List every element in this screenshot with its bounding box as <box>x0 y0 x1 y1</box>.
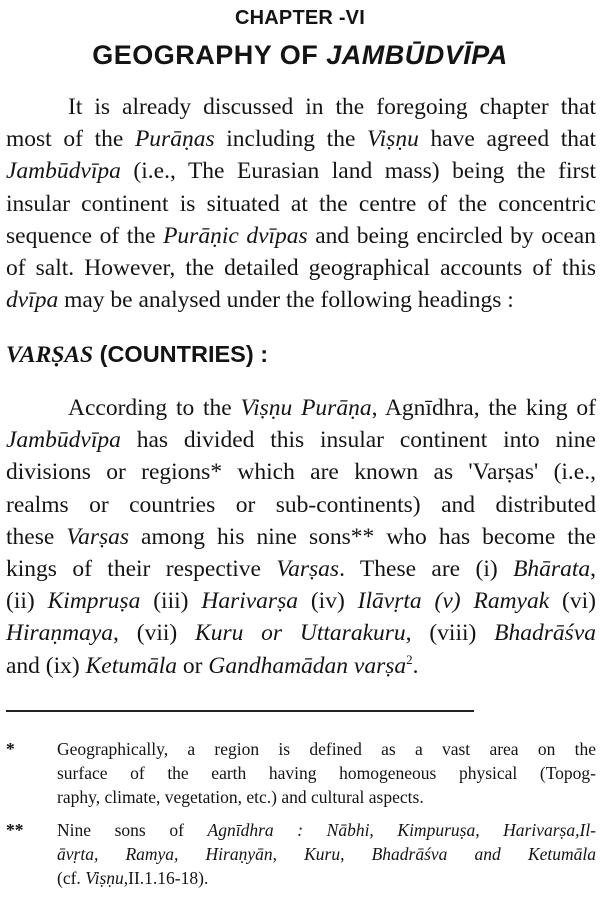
text-span: including the <box>214 126 368 153</box>
text-span: , (viii) <box>405 620 495 647</box>
text-span: sequence of the <box>6 222 164 249</box>
text-line: surface of the earth having homogeneous physical (Topog- <box>57 763 596 783</box>
text-line <box>6 650 596 682</box>
text-span: (ii) <box>6 588 48 615</box>
text-span: ,II.1.16-18). <box>123 868 209 888</box>
text-line <box>6 392 596 424</box>
text-italic: Purāṇas <box>134 126 215 153</box>
text-span: (iv) <box>297 588 358 615</box>
text-italic: Viṣṇu Purāṇa <box>240 395 372 421</box>
text-italic: Gandhamādan varṣa <box>208 652 407 679</box>
text-line <box>6 521 596 553</box>
text-span: , (vii) <box>113 620 196 647</box>
text-span: (cf. <box>57 868 86 888</box>
text-span: among his nine sons** who has become the <box>129 523 596 550</box>
text-italic: Bhadrāśva <box>494 620 596 647</box>
text-line <box>6 617 596 649</box>
text-span: and (ix) <box>6 652 86 679</box>
text-italic: Viṣṇu <box>367 126 419 153</box>
section-heading-plain: (COUNTRIES) : <box>93 341 269 367</box>
text-span: (i.e., The Eurasian land mass) being the first <box>120 158 596 185</box>
text-span: , <box>590 556 596 583</box>
text-span: (vi) <box>549 588 596 615</box>
text-italic: Hiraṇmaya <box>6 620 114 647</box>
text-line: It is already discussed in the foregoing chapter that <box>68 94 596 120</box>
text-span: have agreed that <box>418 126 596 153</box>
section-heading-italic: VARṢAS <box>6 342 94 368</box>
text-line: āvṛta, Ramya, Hiraṇyān, Kuru, Bhadrāśva and Ketumāla <box>57 844 596 864</box>
text-italic: Jambūdvīpa <box>6 427 121 454</box>
text-line <box>6 553 596 585</box>
text-italic: Harivarṣa <box>201 588 298 615</box>
footnote-mark: * <box>6 739 15 759</box>
text-line <box>6 123 596 155</box>
paragraph-varsas <box>6 392 596 682</box>
text-italic: Kuru or Uttarakuru <box>195 620 406 647</box>
text-italic: dvīpa <box>6 287 59 314</box>
section-heading <box>6 341 268 369</box>
text-line <box>6 155 596 187</box>
footnote-divider <box>6 710 474 712</box>
text-italic: Kimpruṣa <box>47 588 141 615</box>
text-italic: Jambūdvīpa <box>6 158 121 185</box>
text-span: has divided this insular continent into nine <box>120 427 596 454</box>
text-line: divisions or regions* which are known as 'Varṣas' (i.e., <box>6 459 596 486</box>
text-line: insular continent is situated at the centre of the concentric <box>6 190 596 217</box>
text-italic: Viṣṇu <box>85 868 124 888</box>
text-span: . These are (i) <box>339 556 514 583</box>
text-span: these <box>6 523 67 550</box>
text-line: raphy, climate, vegetation, etc.) and cultural aspects. <box>57 787 424 807</box>
text-line: of salt. However, the detailed geographical accounts of this <box>6 255 596 282</box>
text-italic: Purāṇic dvīpas <box>163 222 308 249</box>
text-span: According to the <box>68 395 241 421</box>
text-span: most of the <box>6 126 135 153</box>
text-span: and being encircled by ocean <box>307 222 596 249</box>
text-span: , Agnīdhra, the king of <box>371 395 596 421</box>
text-italic: Varṣas <box>276 556 340 583</box>
chapter-label: CHAPTER -VI <box>235 7 365 29</box>
text-line <box>6 424 596 456</box>
chapter-title-italic: JAMBŪDVĪPA <box>326 40 508 70</box>
chapter-title <box>0 40 600 71</box>
text-line: Geographically, a region is defined as a vast area on the <box>57 739 596 759</box>
footnote-text <box>57 818 596 890</box>
text-span: kings of their respective <box>6 556 277 583</box>
text-line: realms or countries or sub-continents) and distributed <box>6 491 596 518</box>
text-span: (iii) <box>140 588 202 615</box>
text-line <box>6 585 596 617</box>
text-line <box>6 284 596 316</box>
text-span: or <box>177 652 209 679</box>
text-line <box>57 818 596 842</box>
text-italic: Agnīdhra : Nābhi, Kimpuruṣa, Harivarṣa,Il- <box>207 820 597 840</box>
text-span: Nine sons of <box>57 820 208 840</box>
text-italic: Ketumāla <box>85 652 178 679</box>
text-span: . <box>412 652 419 679</box>
footnote-mark: ** <box>6 820 24 840</box>
footnote-superscript: 2 <box>406 651 413 667</box>
text-line <box>6 220 596 252</box>
text-italic: Ilāvṛta (v) Ramyak <box>357 588 550 615</box>
text-italic: Varṣas <box>66 523 130 550</box>
paragraph-intro <box>6 91 596 316</box>
footnote-text <box>57 737 596 809</box>
text-italic: Bhārata <box>513 556 591 583</box>
text-line <box>57 866 596 890</box>
text-span: may be analysed under the following headings : <box>58 287 514 314</box>
chapter-title-plain: GEOGRAPHY OF <box>92 40 327 70</box>
